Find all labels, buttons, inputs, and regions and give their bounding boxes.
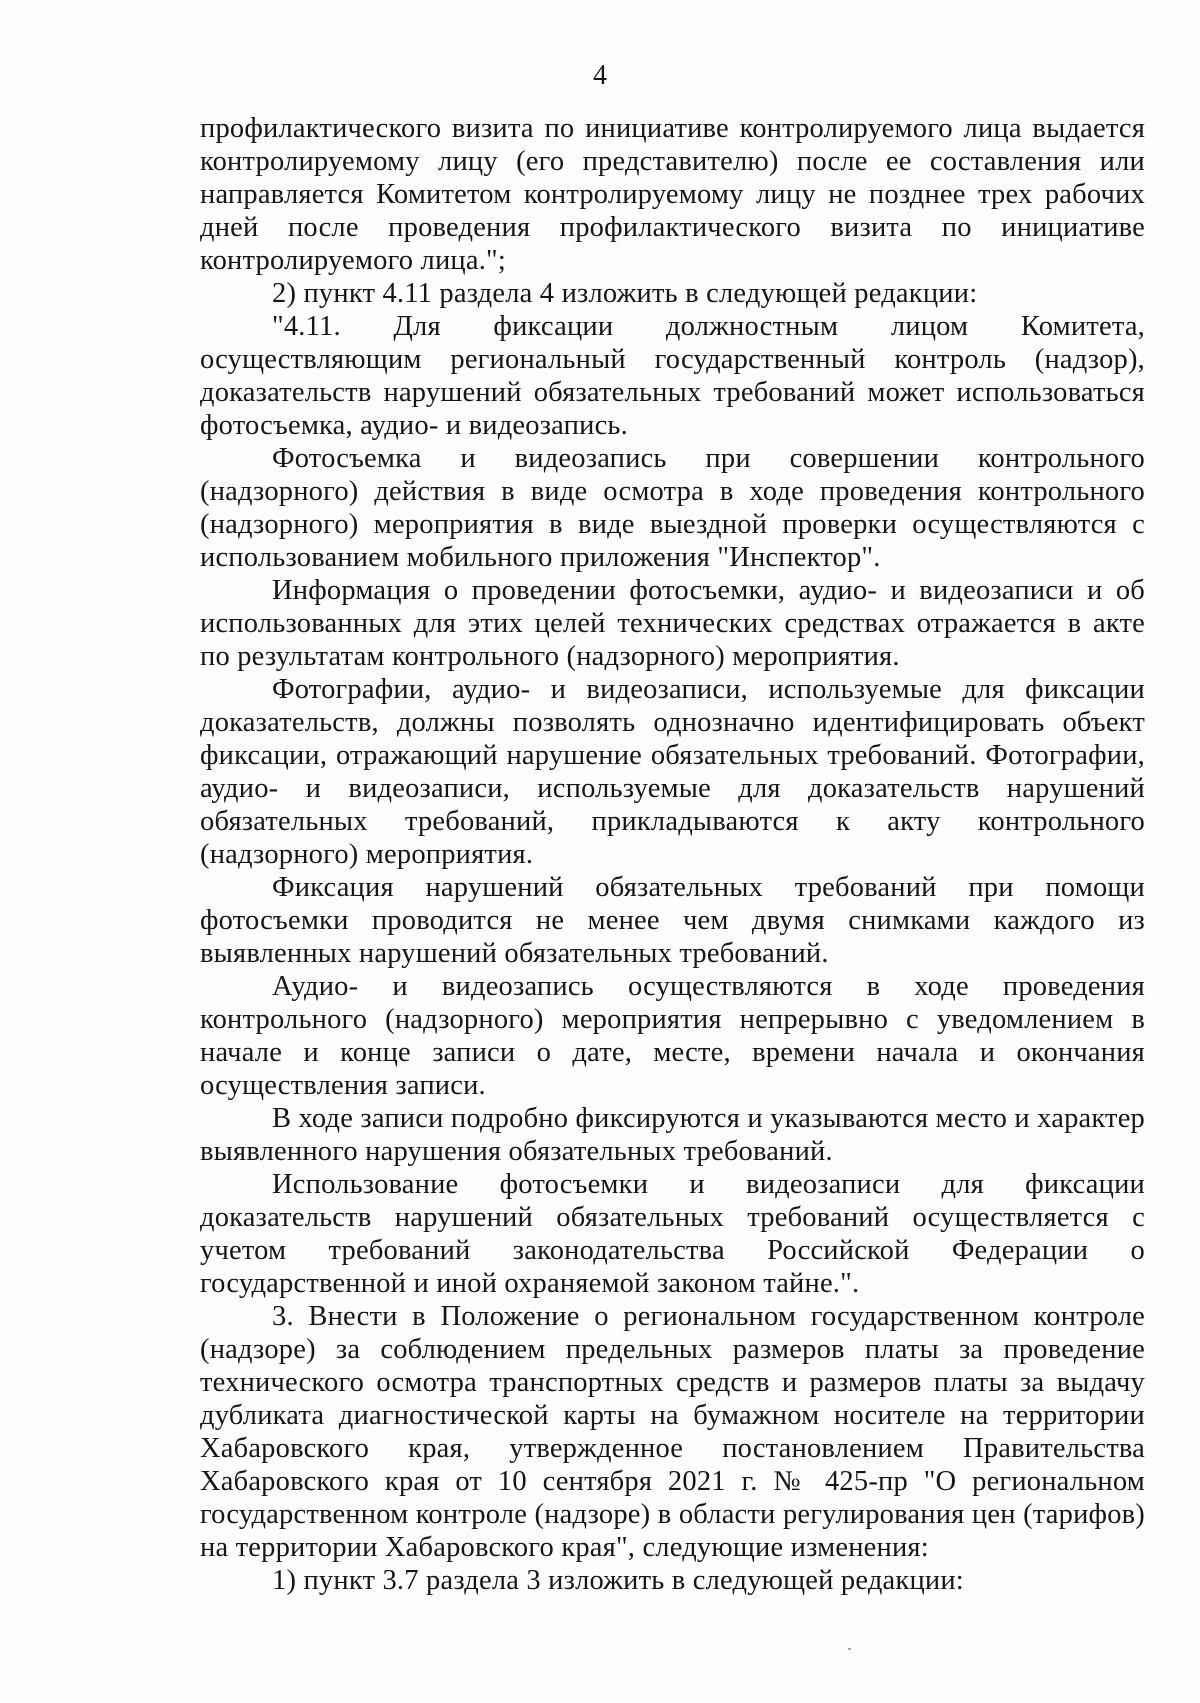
paragraph-item-3: 3. Внести в Положение о региональном государственном контроле (надзоре) за соблюдением предельных размеров платы за проведение технического осмотра транспортных средств и размеров платы за выдачу дубликата диагностической карты на бумажном носителе на территории Хабаровского края, утвержденное постановлением Правительства Хабаровского края от 10 сентября 2021 г. № 425-пр "О региональном государственном контроле (надзоре) в области регулирования цен (тарифов) на территории Хабаровского края", следующие изменения: [200, 1301, 1145, 1563]
paragraph-clause-4-11: "4.11. Для фиксации должностным лицом Комитета, осуществляющим региональный государственный контроль (надзор), доказательств нарушений обязательных требований может использоваться фотосъемка, аудио- и видеозапись. [200, 311, 1145, 441]
scan-speck [848, 1648, 851, 1650]
paragraph-recording-details: В ходе записи подробно фиксируются и указываются место и характер выявленного нарушения обязательных требований. [200, 1103, 1145, 1167]
paragraph-photos-evidence: Фотографии, аудио- и видеозаписи, используемые для фиксации доказательств, должны позволять однозначно идентифицировать объект фиксации, отражающий нарушение обязательных требований. Фотографии, аудио- и видеозаписи, используемые для доказательств нарушений обязательных требований, прикладываются к акту контрольного (надзорного) мероприятия. [200, 674, 1145, 870]
paragraph-continuous-recording: Аудио- и видеозапись осуществляются в ходе проведения контрольного (надзорного) мероприятия непрерывно с уведомлением в начале и конце записи о дате, месте, времени начала и окончания осуществления записи. [200, 971, 1145, 1101]
paragraph-item-2: 2) пункт 4.11 раздела 4 изложить в следующей редакции: [272, 278, 978, 309]
paragraph-recording-info: Информация о проведении фотосъемки, аудио- и видеозаписи и об использованных для этих целей технических средствах отражается в акте по результатам контрольного (надзорного) мероприятия. [200, 575, 1145, 672]
paragraph-continuation: профилактического визита по инициативе контролируемого лица выдается контролируемому лицу (его представителю) после ее составления или направляется Комитетом контролируемому лицу не позднее трех рабочих дней после проведения профилактического визита по инициативе контролируемого лица."; [200, 113, 1145, 276]
paragraph-photo-video-inspection: Фотосъемка и видеозапись при совершении контрольного (надзорного) действия в виде осмотра в ходе проведения контрольного (надзорного) мероприятия в виде выездной проверки осуществляются с использованием мобильного приложения "Инспектор". [200, 443, 1145, 573]
paragraph-item-1-clause-3-7: 1) пункт 3.7 раздела 3 изложить в следующей редакции: [272, 1565, 964, 1596]
paragraph-two-snapshots: Фиксация нарушений обязательных требований при помощи фотосъемки проводится не менее чем двумя снимками каждого из выявленных нарушений обязательных требований. [200, 872, 1145, 969]
paragraph-legal-secrecy: Использование фотосъемки и видеозаписи для фиксации доказательств нарушений обязательных требований осуществляется с учетом требований законодательства Российской Федерации о государственной и иной охраняемой законом тайне.". [200, 1169, 1145, 1299]
document-body [200, 112, 1145, 1597]
page-number: 4 [593, 60, 607, 91]
